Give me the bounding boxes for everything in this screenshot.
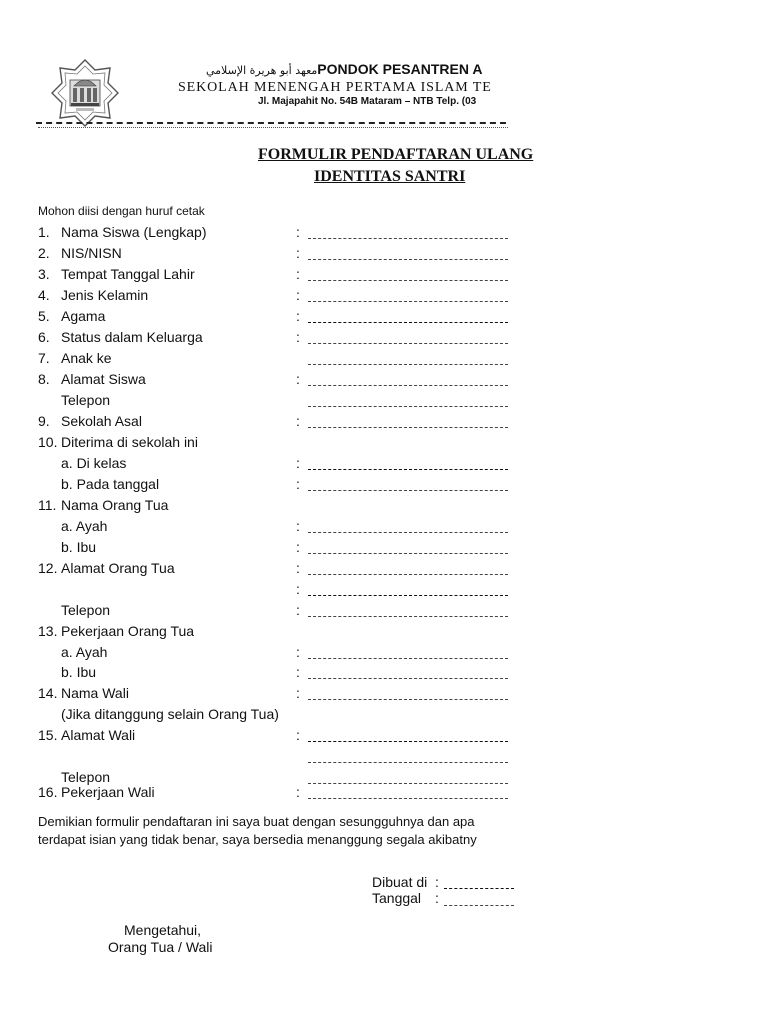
field-colon: :	[296, 727, 300, 743]
closing-line-2: terdapat isian yang tidak benar, saya bersedia menanggung segala akibatny	[38, 832, 477, 847]
field-answer-line[interactable]	[308, 385, 508, 386]
made-at-field[interactable]	[444, 888, 514, 889]
field-label: b. Pada tanggal	[61, 476, 160, 492]
header-divider-dots	[38, 127, 508, 128]
field-colon: :	[296, 602, 300, 618]
field-number: 6.	[38, 329, 50, 345]
form-field-row	[0, 455, 504, 473]
field-label: Pekerjaan Wali	[61, 784, 155, 800]
field-colon: :	[296, 644, 300, 660]
form-title: FORMULIR PENDAFTARAN ULANG	[258, 146, 534, 163]
form-field-row	[0, 706, 504, 724]
field-label: Diterima di sekolah ini	[61, 434, 198, 450]
field-label: Jenis Kelamin	[61, 287, 149, 303]
header-institution	[206, 61, 482, 77]
closing-line-1: Demikian formulir pendaftaran ini saya buat dengan sesungguhnya dan apa	[38, 814, 475, 829]
field-number: 5.	[38, 308, 50, 324]
field-number: 1.	[38, 224, 50, 240]
field-label: NIS/NISN	[61, 245, 122, 261]
form-field-row	[0, 644, 504, 662]
field-colon: :	[296, 539, 300, 555]
form-field-row	[0, 784, 504, 802]
field-number: 3.	[38, 266, 50, 282]
field-label: Telepon	[61, 602, 111, 618]
field-answer-line[interactable]	[308, 490, 508, 491]
form-field-row	[0, 664, 504, 682]
field-answer-line[interactable]	[308, 678, 508, 679]
date-label: Tanggal	[372, 890, 422, 906]
form-field-row	[0, 727, 504, 745]
field-answer-line[interactable]	[308, 616, 508, 617]
field-number: 16.	[38, 784, 58, 800]
field-colon: :	[296, 308, 300, 324]
form-field-row	[0, 581, 504, 599]
field-number: 9.	[38, 413, 50, 429]
field-answer-line[interactable]	[308, 699, 508, 700]
form-field-row	[0, 623, 504, 641]
field-label: Tempat Tanggal Lahir	[61, 266, 195, 282]
form-field-row	[0, 518, 504, 536]
field-colon: :	[296, 371, 300, 387]
field-number: 8.	[38, 371, 50, 387]
field-number: 10.	[38, 434, 58, 450]
field-label: a. Di kelas	[61, 455, 127, 471]
guardian-signature-label: Orang Tua / Wali	[108, 939, 213, 955]
field-colon: :	[296, 329, 300, 345]
acknowledged-label: Mengetahui,	[124, 922, 202, 938]
field-label: Agama	[61, 308, 106, 324]
form-field-row	[0, 308, 504, 326]
field-colon: :	[296, 476, 300, 492]
field-number: 12.	[38, 560, 58, 576]
field-number: 13.	[38, 623, 58, 639]
field-label: Nama Wali	[61, 685, 129, 701]
field-colon: :	[296, 784, 300, 800]
instruction-text: Mohon diisi dengan huruf cetak	[38, 204, 205, 218]
form-field-row-extra	[0, 748, 504, 766]
field-colon: :	[296, 287, 300, 303]
field-label: Nama Siswa (Lengkap)	[61, 224, 207, 240]
form-field-row	[0, 497, 504, 515]
field-number: 11.	[38, 497, 57, 513]
field-answer-line[interactable]	[308, 406, 508, 407]
field-colon: :	[296, 455, 300, 471]
field-answer-line[interactable]	[308, 301, 508, 302]
school-emblem-icon	[50, 58, 120, 128]
field-colon: :	[296, 685, 300, 701]
form-field-row	[0, 392, 504, 410]
header-address: Jl. Majapahit No. 54B Mataram – NTB Telp. (03	[258, 96, 477, 107]
field-answer-line[interactable]	[308, 238, 508, 239]
field-label: Status dalam Keluarga	[61, 329, 203, 345]
header-school-name: SEKOLAH MENENGAH PERTAMA ISLAM TE	[178, 80, 492, 95]
field-label: b. Ibu	[61, 539, 97, 555]
date-colon: :	[435, 890, 439, 906]
field-label: Alamat Orang Tua	[61, 560, 175, 576]
field-colon: :	[296, 581, 300, 597]
field-label: Telepon	[61, 392, 111, 408]
field-colon: :	[296, 560, 300, 576]
form-subtitle: IDENTITAS SANTRI	[314, 168, 466, 185]
field-answer-line[interactable]	[308, 259, 508, 260]
field-label: Nama Orang Tua	[61, 497, 169, 513]
header-arabic-name: معهد أبو هريرة الإسلامي	[206, 64, 318, 77]
form-field-row	[0, 413, 504, 431]
field-number: 14.	[38, 685, 58, 701]
field-colon: :	[296, 245, 300, 261]
form-field-row	[0, 245, 504, 263]
field-answer-line[interactable]	[308, 574, 508, 575]
field-answer-line[interactable]	[308, 469, 508, 470]
field-label: Telepon	[61, 769, 111, 785]
header-institution-name: PONDOK PESANTREN A	[317, 61, 483, 77]
field-colon: :	[296, 266, 300, 282]
form-field-row	[0, 371, 504, 389]
form-field-row	[0, 685, 504, 703]
field-number: 7.	[38, 350, 50, 366]
form-field-row	[0, 539, 504, 557]
field-answer-line[interactable]	[308, 798, 508, 799]
form-field-row	[0, 224, 504, 242]
field-number: 2.	[38, 245, 50, 261]
field-label: b. Ibu	[61, 664, 97, 680]
field-colon: :	[296, 518, 300, 534]
field-answer-line[interactable]	[308, 741, 508, 742]
form-field-row	[0, 287, 504, 305]
field-number: 4.	[38, 287, 50, 303]
form-field-row	[0, 266, 504, 284]
form-field-row	[0, 350, 504, 368]
field-colon: :	[296, 413, 300, 429]
field-answer-line[interactable]	[308, 762, 508, 763]
form-field-row	[0, 560, 504, 578]
field-answer-line[interactable]	[308, 658, 508, 659]
field-label: a. Ayah	[61, 644, 108, 660]
made-at-colon: :	[435, 874, 439, 890]
field-answer-line[interactable]	[308, 553, 508, 554]
field-answer-line[interactable]	[308, 364, 508, 365]
field-label: Pekerjaan Orang Tua	[61, 623, 195, 639]
field-label: Alamat Wali	[61, 727, 136, 743]
form-field-row	[0, 434, 504, 452]
field-label: Alamat Siswa	[61, 371, 146, 387]
form-field-row	[0, 476, 504, 494]
header-divider	[36, 122, 506, 124]
field-label: Sekolah Asal	[61, 413, 142, 429]
field-colon: :	[296, 224, 300, 240]
field-label: a. Ayah	[61, 518, 108, 534]
field-answer-line[interactable]	[308, 280, 508, 281]
field-answer-line[interactable]	[308, 532, 508, 533]
field-label: (Jika ditanggung selain Orang Tua)	[61, 706, 279, 722]
field-answer-line[interactable]	[308, 343, 508, 344]
date-field[interactable]	[444, 905, 514, 906]
field-answer-line[interactable]	[308, 427, 508, 428]
field-colon: :	[296, 664, 300, 680]
form-field-row	[0, 602, 504, 620]
field-answer-line[interactable]	[308, 322, 508, 323]
made-at-label: Dibuat di	[372, 874, 428, 890]
form-field-row	[0, 329, 504, 347]
field-label: Anak ke	[61, 350, 112, 366]
field-answer-line[interactable]	[308, 595, 508, 596]
field-number: 15.	[38, 727, 58, 743]
